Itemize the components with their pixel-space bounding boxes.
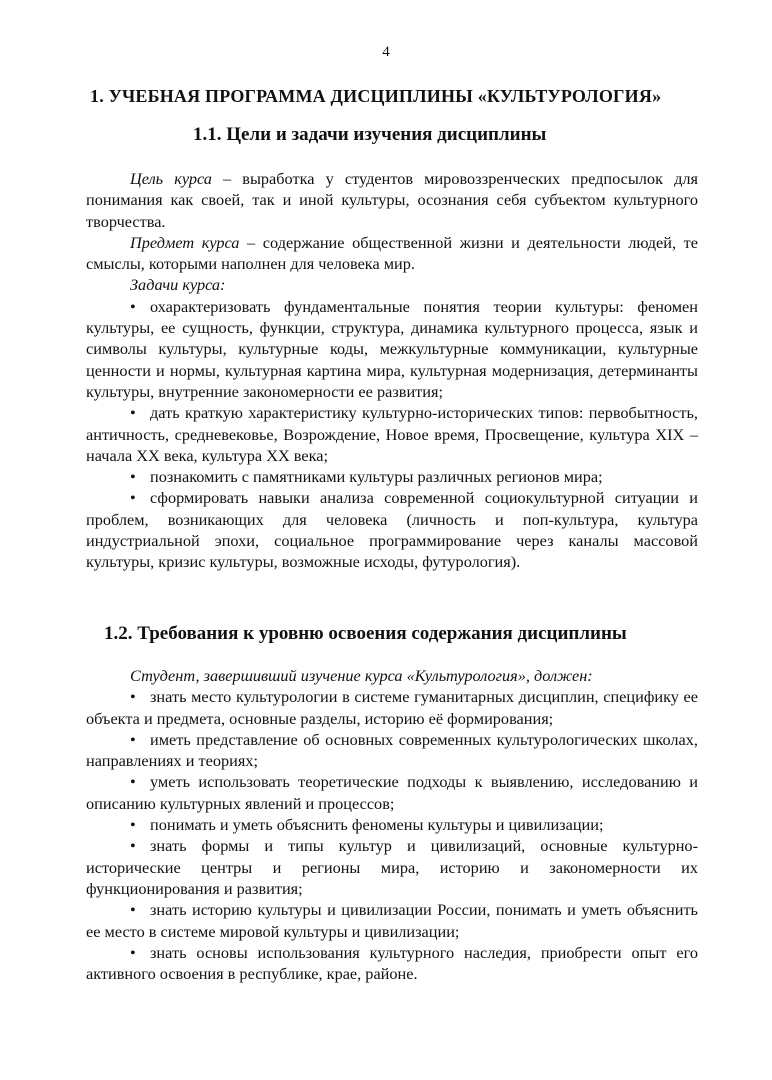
requirement-item (86, 814, 698, 835)
task-item (86, 466, 698, 487)
bullet-icon: • (130, 815, 136, 835)
subject-text: – содержание общественной жизни и деятельности людей, те смыслы, которыми наполнен для человека мир. (86, 232, 698, 274)
section-1-title: 1.1. Цели и задачи изучения дисциплины (193, 124, 547, 145)
requirement-text: знать историю культуры и цивилизации России, понимать и уметь объяснить ее место в системе мировой культуры и цивилизации; (86, 900, 698, 941)
requirement-text: понимать и уметь объяснить феномены культуры и цивилизации; (150, 815, 604, 835)
task-text: охарактеризовать фундаментальные понятия теории культуры: феномен культуры, ее сущность, функции, структура, динамика культурного процесса, язык и символы культуры, культурные коды, межкультурные коммуникации, культурные ценности и нормы, культурная картина мира, культурная модернизация, детерминанты культуры, внутренние закономерности ее развития; (86, 296, 698, 401)
bullet-icon: • (130, 900, 136, 920)
requirement-text: иметь представление об основных современных культурологических школах, направлениях и теориях; (86, 729, 698, 771)
goal-text: – выработка у студентов мировоззренческих предпосылок для понимания как своей, так и иной культуры, осознания себя субъектом культурного творчества. (86, 169, 698, 231)
main-title: 1. УЧЕБНАЯ ПРОГРАММА ДИСЦИПЛИНЫ «КУЛЬТУРОЛОГИЯ» (90, 86, 662, 106)
goal-label: Цель курса (130, 169, 212, 188)
task-item (86, 487, 698, 572)
bullet-icon: • (130, 403, 136, 423)
requirement-text: знать основы использования культурного наследия, приобрести опыт его активного освоения в республике, крае, районе. (86, 942, 698, 984)
requirement-item (86, 771, 698, 814)
requirement-text: знать формы и типы культур и цивилизаций, основные культурно-исторические центры и регионы мира, историю и закономерности их функционирования и развития; (86, 836, 698, 898)
task-text: познакомить с памятниками культуры различных регионов мира; (150, 467, 603, 487)
requirement-item (86, 729, 698, 772)
requirement-item (86, 942, 698, 985)
bullet-icon: • (130, 296, 136, 316)
requirements-intro (86, 665, 698, 686)
bullet-icon: • (130, 942, 136, 962)
subject-paragraph (86, 232, 698, 275)
bullet-icon: • (130, 687, 136, 707)
task-item (86, 402, 698, 466)
requirement-text: уметь использовать теоретические подходы к выявлению, исследованию и описанию культурных явлений и процессов; (86, 772, 698, 813)
task-text: сформировать навыки анализа современной социокультурной ситуации и проблем, возникающих для человека (личность и поп-культура, культура индустриальной эпохи, социальное программирование через каналы массовой культуры, кризис культуры, возможные исходы, футурология). (86, 488, 698, 572)
requirements-intro-text: Студент, завершивший изучение курса «Культурология», должен: (130, 666, 593, 685)
tasks-heading (86, 274, 698, 295)
section-2-title: 1.2. Требования к уровню освоения содержания дисциплины (104, 623, 627, 644)
bullet-icon: • (130, 488, 136, 508)
requirement-item (86, 686, 698, 729)
page-number: 4 (382, 44, 390, 60)
goal-paragraph (86, 168, 698, 232)
task-item (86, 296, 698, 402)
section-2-body (86, 665, 698, 984)
bullet-icon: • (130, 836, 136, 856)
tasks-label: Задачи курса: (130, 275, 226, 295)
requirement-text: знать место культурологии в системе гуманитарных дисциплин, специфику ее объекта и предмета, основные разделы, историю её формирования; (86, 687, 698, 728)
subject-label: Предмет курса (130, 232, 240, 252)
section-1-body (86, 168, 698, 573)
bullet-icon: • (130, 467, 136, 487)
requirement-item (86, 835, 698, 899)
bullet-icon: • (130, 729, 136, 749)
requirement-item (86, 899, 698, 942)
bullet-icon: • (130, 772, 136, 792)
task-text: дать краткую характеристику культурно-исторических типов: первобытность, античность, средневековье, Возрождение, Новое время, Просвещение, культура XIX – начала XX века, культура XX века; (86, 403, 698, 465)
